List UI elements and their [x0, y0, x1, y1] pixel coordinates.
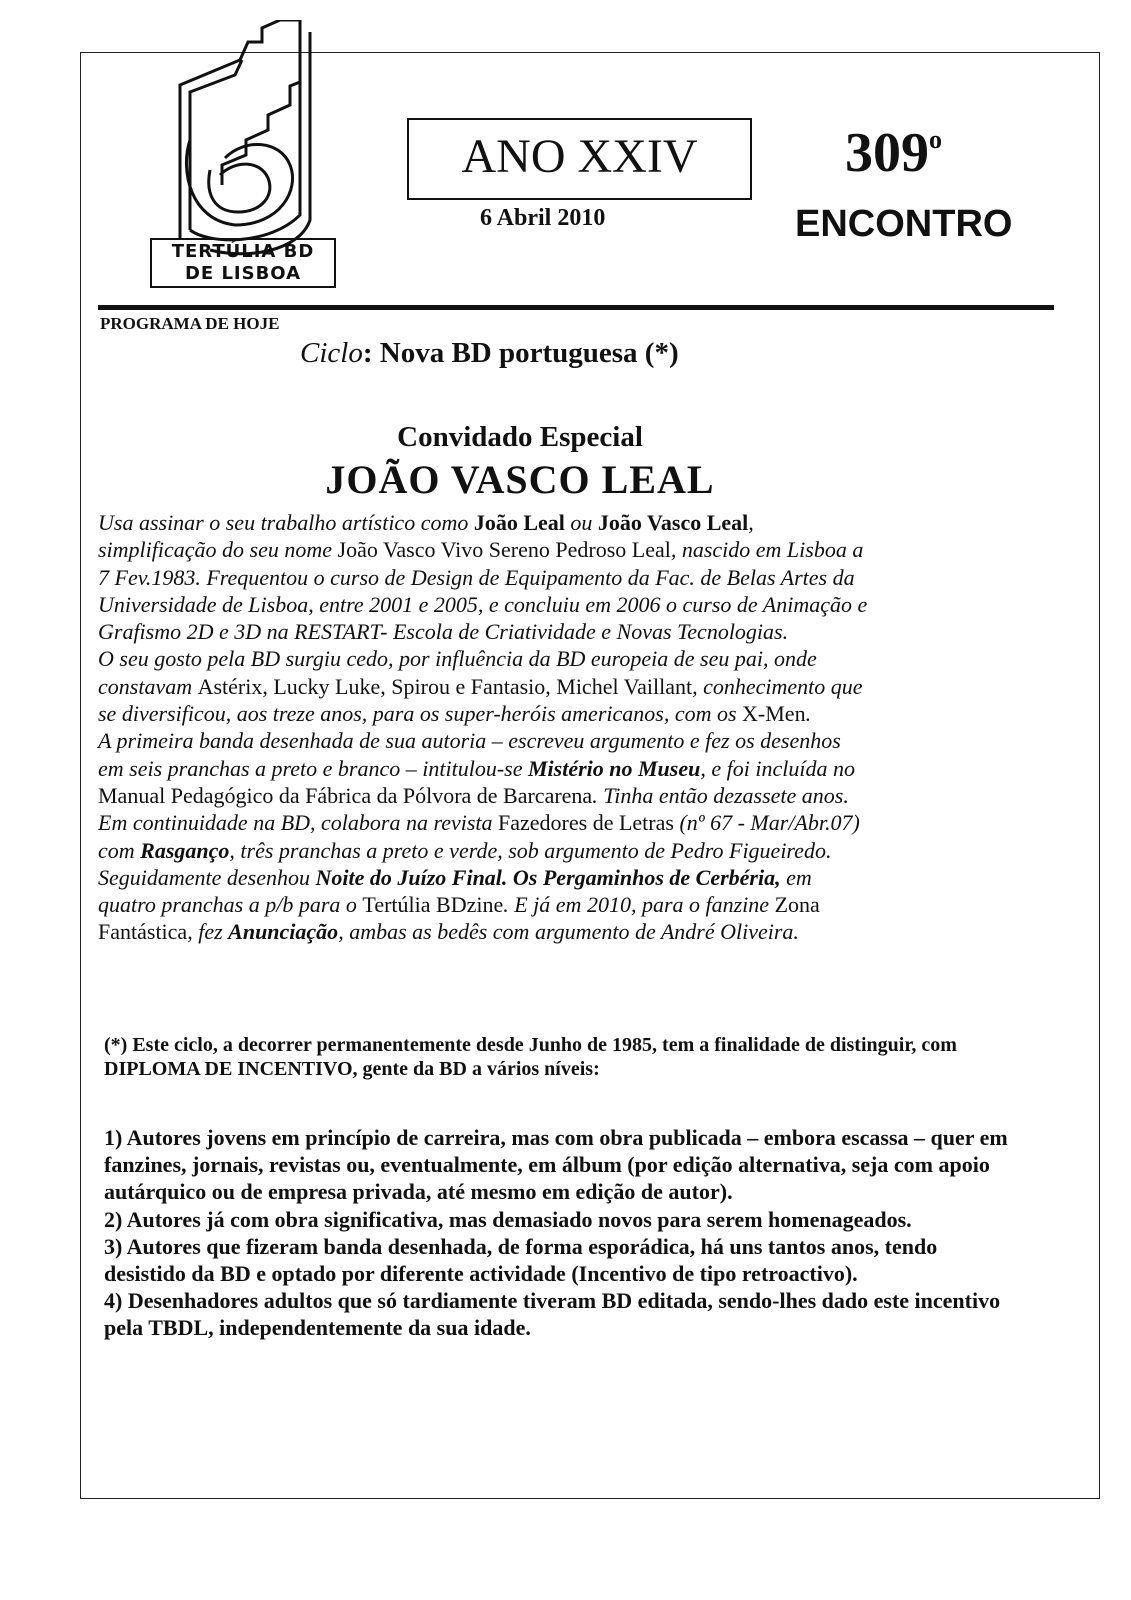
bio-line	[98, 673, 1043, 700]
guest-biography	[98, 509, 1043, 946]
bio-segment: . Tinha então dezassete anos.	[592, 782, 849, 808]
encontro-label: ENCONTRO	[795, 203, 1013, 245]
bio-line	[98, 782, 1043, 809]
incentive-level: 4) Desenhadores adultos que só tardiamente tiveram BD editada, sendo-lhes dado este incentivo pela TBDL, independentemente da sua idade.	[104, 1288, 1001, 1341]
logo-line-2: DE LISBOA	[184, 263, 302, 284]
bio-segment: X-Men	[742, 701, 806, 727]
bio-segment: constavam	[98, 673, 198, 699]
bio-segment: O seu gosto pela BD surgiu cedo, por influência da BD europeia de seu pai, onde	[98, 646, 817, 672]
bio-segment: Fazedores de Letras	[498, 810, 674, 836]
meeting-number-value: 309	[845, 122, 929, 184]
bio-line	[98, 509, 1043, 536]
bio-segment: 7 Fev.1983. Frequentou o curso de Design de Equipamento da Fac. de Belas Artes da	[98, 564, 855, 590]
bio-segment: com	[98, 837, 141, 863]
bio-segment: (nº 67 - Mar/Abr.07)	[673, 810, 860, 836]
bio-segment: Grafismo 2D e 3D na RESTART- Escola de Criatividade e Novas Tecnologias.	[98, 619, 789, 645]
bio-segment: Fantástica	[98, 919, 188, 945]
bio-line	[98, 591, 1043, 618]
bio-segment: Zona	[774, 892, 820, 918]
bio-line	[98, 618, 1043, 645]
bio-line	[98, 864, 1043, 891]
bio-segment: ou	[564, 510, 598, 535]
bio-line	[98, 700, 1043, 727]
incentive-level: 2) Autores já com obra significativa, mas demasiado novos para serem homenageados.	[104, 1206, 912, 1232]
bio-segment: Mistério no Museu	[527, 755, 701, 781]
bio-line	[98, 891, 1043, 918]
bio-line	[98, 918, 1043, 945]
bio-line	[98, 809, 1043, 836]
header-divider	[98, 305, 1054, 310]
bio-line	[98, 837, 1043, 864]
issue-date: 6 Abril 2010	[480, 205, 606, 231]
bio-line	[98, 755, 1043, 782]
bio-segment: Anunciação	[228, 919, 339, 945]
ano-box: ANO XXIV	[407, 118, 752, 200]
bio-line	[98, 645, 1043, 672]
bio-segment: . E já em 2010, para o fanzine	[503, 892, 775, 918]
bio-segment: em seis pranchas a preto e branco – intitulou-se	[98, 755, 528, 781]
bio-segment: A primeira banda desenhada de sua autoria – escreveu argumento e fez os desenhos	[98, 728, 841, 754]
incentive-level: 1) Autores jovens em princípio de carreira, mas com obra publicada – embora escassa – quer em fanzines, jornais, revistas ou, eventualmente, em álbum (por edição alternativa, seja com apoio autárquico ou de empresa privada, até mesmo em edição de autor).	[104, 1125, 1008, 1205]
incentive-levels	[104, 1124, 1024, 1342]
ciclo-text: : Nova BD portuguesa (*)	[362, 337, 679, 369]
bio-segment: Noite do Juízo Final. Os Pergaminhos de Cerbéria,	[315, 864, 781, 890]
bio-segment: Rasganço	[140, 837, 230, 863]
bio-segment: João Vasco Vivo Sereno Pedroso Leal	[337, 537, 671, 563]
bio-segment: em	[780, 864, 812, 890]
bio-segment: Usa assinar o seu trabalho artístico como	[98, 510, 474, 535]
bio-segment: Astérix, Lucky Luke, Spirou e Fantasio, Michel Vaillant	[197, 673, 693, 699]
guest-heading: Convidado Especial	[397, 421, 643, 453]
bio-line	[98, 564, 1043, 591]
bio-segment: Universidade de Lisboa, entre 2001 e 2005, e concluiu em 2006 o curso de Animação e	[98, 591, 868, 617]
logo-wordmark	[150, 238, 336, 288]
bio-segment: quatro pranchas a p/b para o	[98, 892, 363, 918]
bio-segment: , conhecimento que	[692, 673, 863, 699]
bio-segment: Tertúlia BDzine	[362, 892, 504, 918]
bio-segment: ,	[748, 510, 754, 535]
bio-segment: , e foi incluída no	[700, 755, 855, 781]
bio-segment: Manual Pedagógico da Fábrica da Pólvora de Barcarena	[98, 782, 593, 808]
bio-segment: simplificação do seu nome	[98, 537, 338, 563]
bio-segment: , três pranchas a preto e verde, sob argumento de Pedro Figueiredo.	[229, 837, 832, 863]
cycle-note: (*) Este ciclo, a decorrer permanentemente desde Junho de 1985, tem a finalidade de distinguir, com DIPLOMA DE INCENTIVO, gente da BD a vários níveis:	[104, 1034, 957, 1080]
bio-segment: se diversificou, aos treze anos, para os super-heróis americanos, com os	[98, 701, 743, 727]
logo-line-1: TERTÚLIA BD	[171, 241, 315, 262]
bio-segment: , fez	[187, 919, 229, 945]
bio-segment: João Vasco Leal	[597, 510, 749, 535]
meeting-number	[845, 122, 942, 184]
ciclo-title	[300, 337, 679, 370]
incentive-level: 3) Autores que fizeram banda desenhada, de forma esporádica, há uns tantos anos, tendo desistido da BD e optado por diferente actividade (Incentivo de tipo retroactivo).	[104, 1233, 938, 1287]
bio-segment: , nascido em Lisboa a	[670, 537, 864, 563]
bio-segment: Seguidamente desenhou	[98, 864, 316, 890]
meeting-number-suffix: o	[929, 125, 942, 154]
bio-line	[98, 727, 1043, 754]
bio-segment: João Leal	[473, 510, 565, 535]
programa-label: PROGRAMA DE HOJE	[100, 314, 280, 333]
bio-segment: , ambas as bedês com argumento de André Oliveira.	[338, 919, 799, 945]
ciclo-label: Ciclo	[300, 337, 363, 369]
bio-segment: .	[805, 701, 812, 727]
guest-name: JOÃO VASCO LEAL	[325, 457, 715, 502]
bio-segment: Em continuidade na BD, colabora na revista	[98, 810, 499, 836]
bio-line	[98, 536, 1043, 563]
